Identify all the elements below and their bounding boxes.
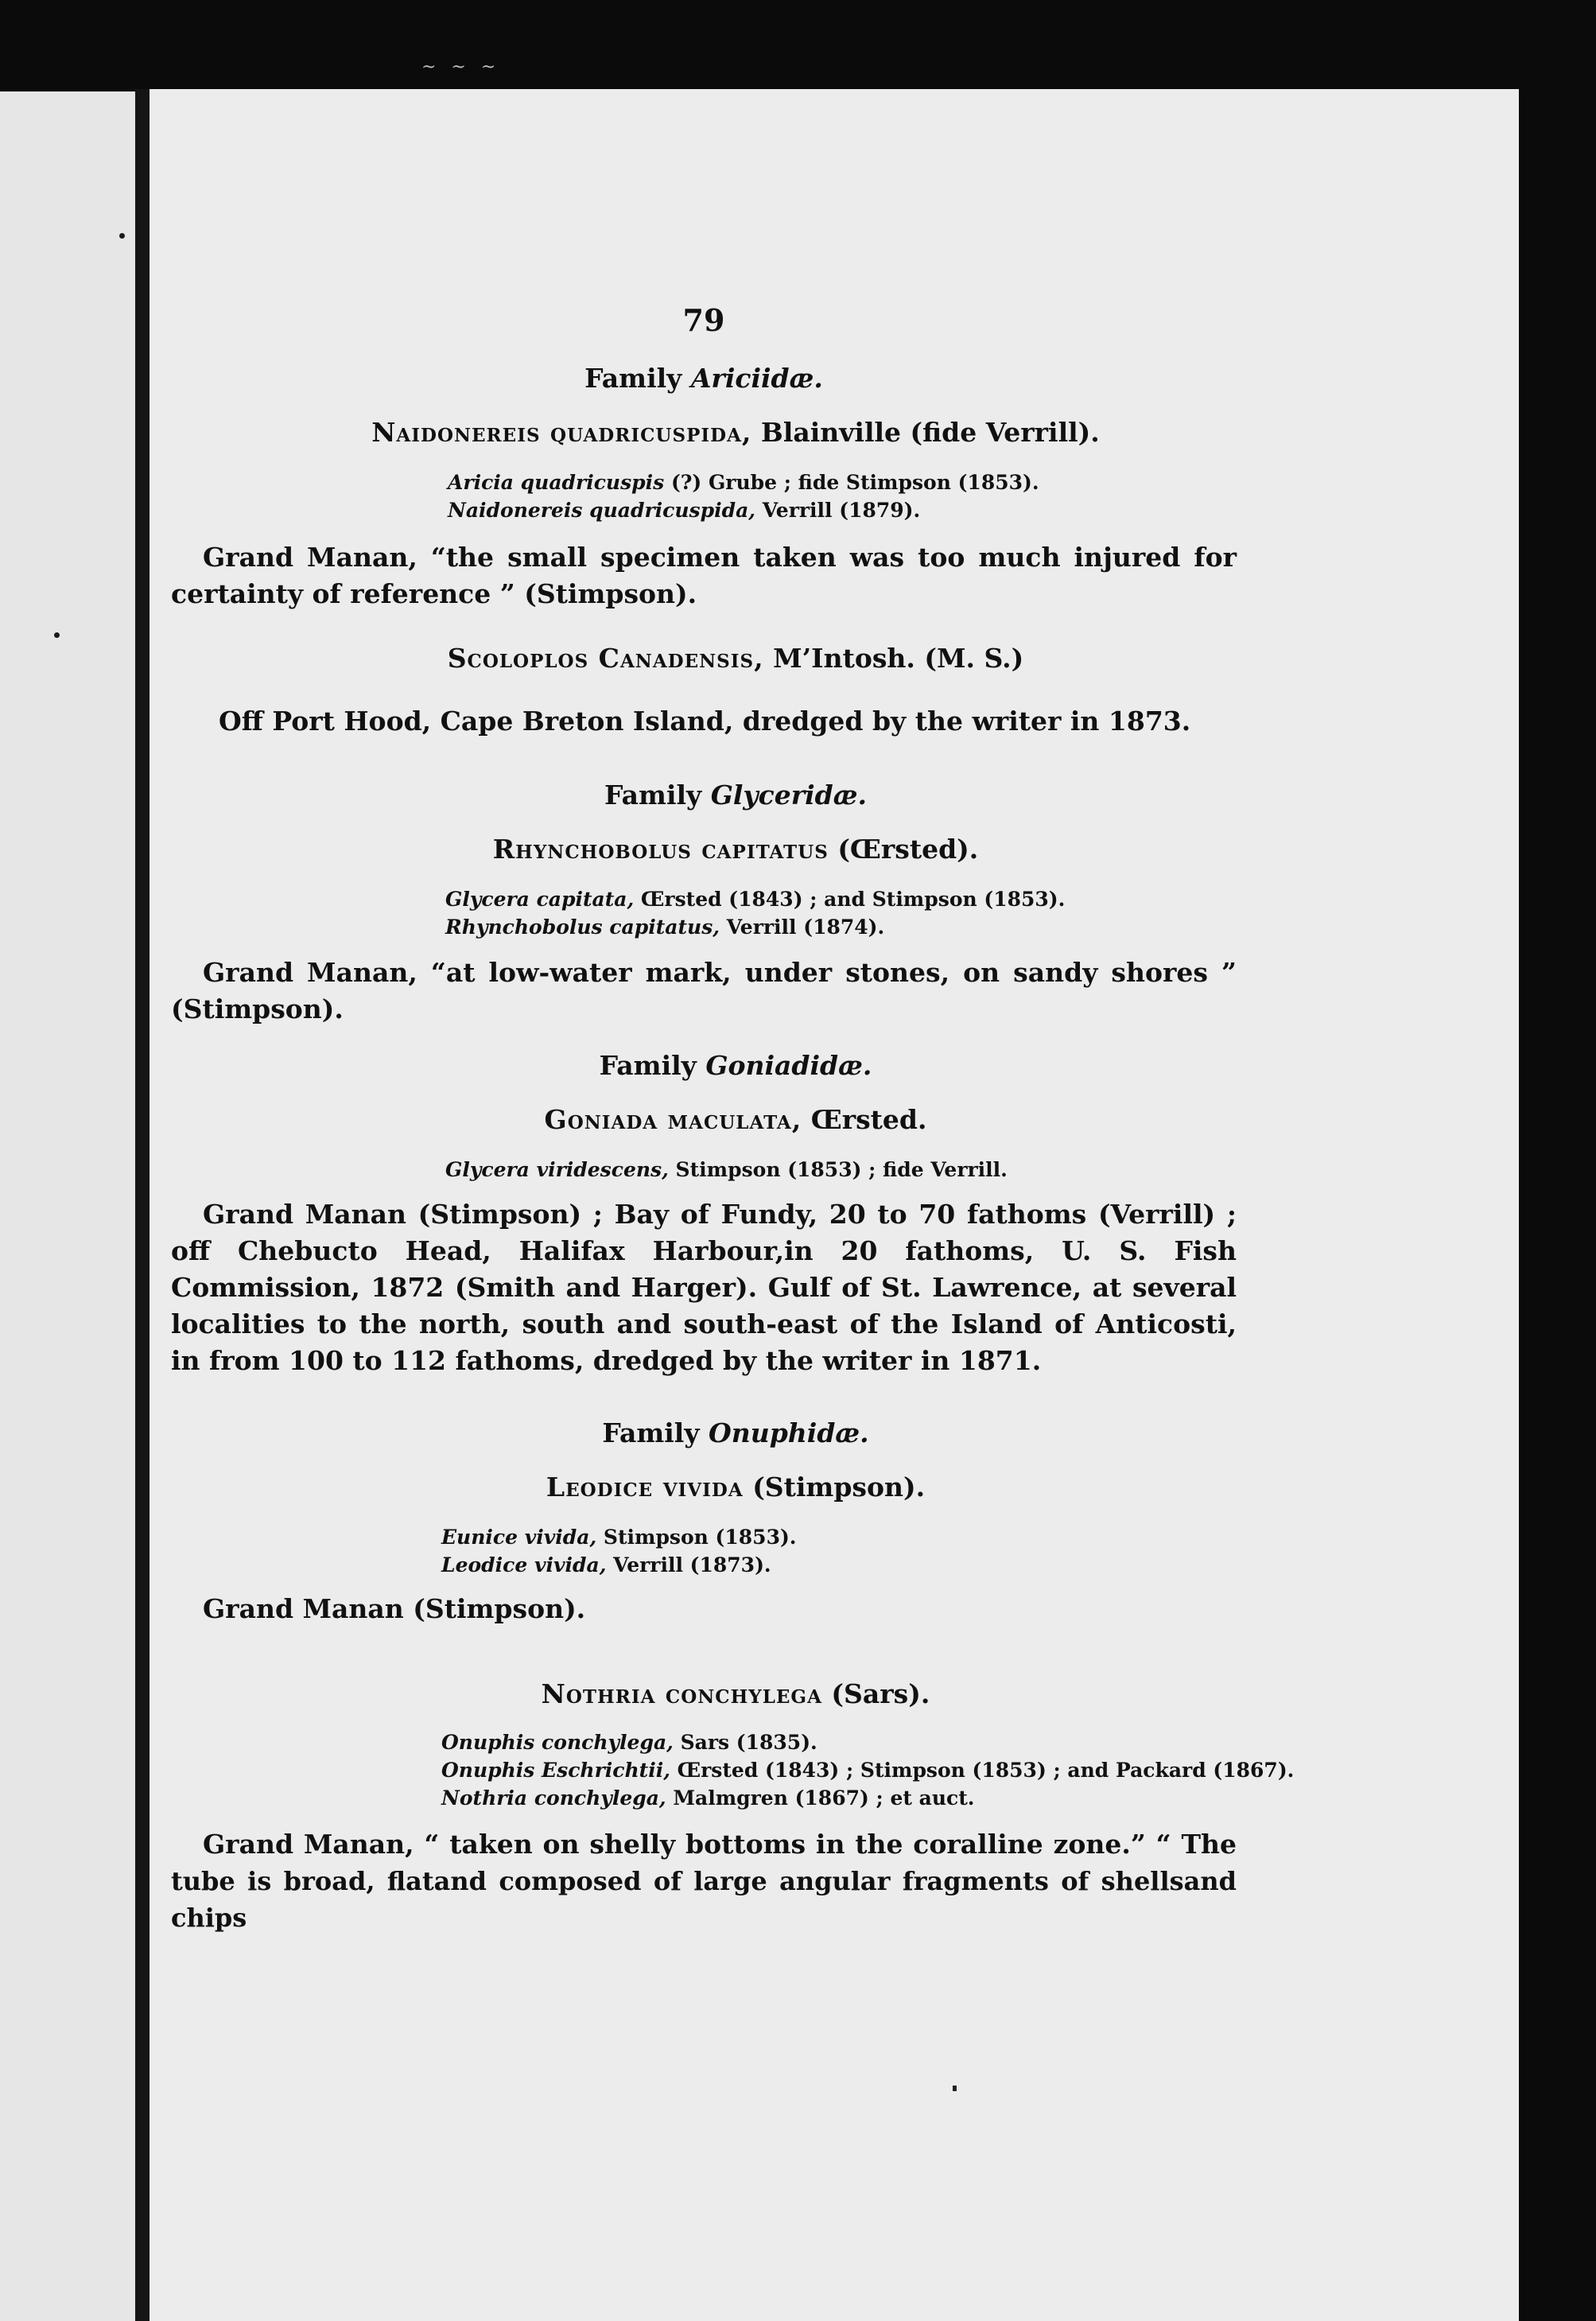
locality-paragraph: Grand Manan, “the small specimen taken was too much injured for certainty of reference ” (Stimpson).: [171, 542, 1237, 609]
synonym-name: Glycera viridescens,: [445, 1158, 669, 1181]
species-heading: [171, 834, 1268, 865]
species-name: Naidonereis quadricuspida,: [371, 417, 752, 448]
species-authority: (Œrsted).: [837, 834, 979, 865]
locality-paragraph: Off Port Hood, Cape Breton Island, dredged by the writer in 1873.: [219, 706, 1191, 737]
synonym-name: Naidonereis quadricuspida,: [448, 499, 755, 522]
species-name: Rhynchobolus capitatus: [492, 834, 829, 865]
locality-paragraph: Grand Manan (Stimpson) ; Bay of Fundy, 20 to 70 fathoms (Verrill) ; off Chebucto Head, Halifax Harbour,in 20 fathoms, U. S. Fish Commission, 1872 (Smith and Harger). Gulf of St. Lawrence, at several localities to the north, south and south-east of the Island of Anticosti, in from 100 to 112 fathoms, dredged by the writer in 1871.: [171, 1199, 1237, 1376]
species-name: Goniada maculata,: [544, 1104, 802, 1135]
top-edge-mark: ~ ~ ~: [421, 57, 501, 77]
synonym-line: [445, 888, 1065, 911]
synonym-name: Nothria conchylega,: [441, 1786, 666, 1810]
synonym-line: [441, 1731, 817, 1754]
synonym-name: Aricia quadricuspis: [448, 471, 665, 494]
family-heading-goniadidae: [171, 1050, 1268, 1081]
synonym-ref: Sars (1835).: [680, 1731, 817, 1754]
family-name: Ariciidæ.: [690, 363, 823, 394]
synonym-ref: Stimpson (1853) ; fide Verrill.: [675, 1158, 1008, 1181]
synonym-line: [448, 499, 920, 522]
locality-paragraph: Grand Manan (Stimpson).: [203, 1593, 586, 1624]
facing-page-edge: [0, 91, 135, 2321]
species-heading: [171, 1678, 1268, 1709]
species-authority: M’Intosh. (M. S.): [773, 643, 1024, 674]
locality-paragraph-line: tube is broad, flatand composed of large angular fragments of shellsand chips: [171, 1866, 1237, 1933]
page-gutter-shadow: [135, 89, 150, 2321]
species-name: Leodice vivida: [546, 1472, 744, 1503]
synonym-ref: Verrill (1879).: [762, 499, 921, 522]
right-margin-shadow: [1519, 89, 1596, 2321]
family-name: Onuphidæ.: [709, 1417, 869, 1448]
synonym-name: Glycera capitata,: [445, 888, 635, 911]
family-prefix: Family: [599, 1050, 697, 1081]
species-authority: (Sars).: [831, 1678, 930, 1709]
family-prefix: Family: [604, 779, 702, 811]
synonym-line: [445, 916, 884, 939]
synonym-ref: Œrsted (1843) ; and Stimpson (1853).: [640, 888, 1066, 911]
family-prefix: Family: [584, 363, 682, 394]
ink-speck: [119, 233, 125, 239]
synonym-ref: Verrill (1873).: [613, 1553, 771, 1576]
family-name: Goniadidæ.: [705, 1050, 872, 1081]
synonym-ref: (?) Grube ; fide Stimpson (1853).: [670, 471, 1039, 494]
species-heading: [171, 417, 1268, 448]
synonym-ref: Œrsted (1843) ; Stimpson (1853) ; and Packard (1867).: [677, 1759, 1295, 1782]
synonym-ref: Verrill (1874).: [726, 916, 885, 939]
page-number: 79: [682, 302, 725, 338]
species-heading: [171, 1472, 1268, 1503]
family-heading-glyceridae: [171, 779, 1268, 811]
synonym-ref: Stimpson (1853).: [603, 1526, 797, 1549]
species-authority: (Stimpson).: [752, 1472, 926, 1503]
ink-speck: [953, 2086, 957, 2091]
synonym-line: [445, 1158, 1008, 1181]
family-heading-ariciidae: [171, 363, 1237, 394]
species-heading: [171, 1104, 1268, 1135]
locality-paragraph-line: Grand Manan, “ taken on shelly bottoms in the coralline zone.” “ The: [203, 1829, 1237, 1860]
synonym-name: Onuphis conchylega,: [441, 1731, 674, 1754]
synonym-ref: Malmgren (1867) ; et auct.: [673, 1786, 975, 1810]
locality-paragraph: Grand Manan, “at low-water mark, under stones, on sandy shores ” (Stimpson).: [171, 957, 1237, 1024]
species-authority: Œrsted.: [810, 1104, 927, 1135]
synonym-name: Leodice vivida,: [441, 1553, 607, 1576]
ink-speck: [54, 632, 60, 638]
family-name: Glyceridæ.: [710, 779, 867, 811]
synonym-name: Onuphis Eschrichtii,: [441, 1759, 670, 1782]
species-authority: Blainville (fide Verrill).: [760, 417, 1100, 448]
family-prefix: Family: [602, 1417, 700, 1448]
synonym-name: Eunice vivida,: [441, 1526, 597, 1549]
synonym-line: [441, 1526, 797, 1549]
synonym-line: [448, 471, 1039, 494]
family-heading-onuphidae: [171, 1417, 1268, 1448]
synonym-name: Rhynchobolus capitatus,: [445, 916, 720, 939]
synonym-line: [441, 1759, 1294, 1782]
species-heading: [171, 643, 1268, 674]
synonym-line: [441, 1786, 974, 1810]
species-name: Nothria conchylega: [541, 1678, 822, 1709]
synonym-line: [441, 1553, 771, 1576]
species-name: Scoloplos Canadensis,: [447, 643, 764, 674]
